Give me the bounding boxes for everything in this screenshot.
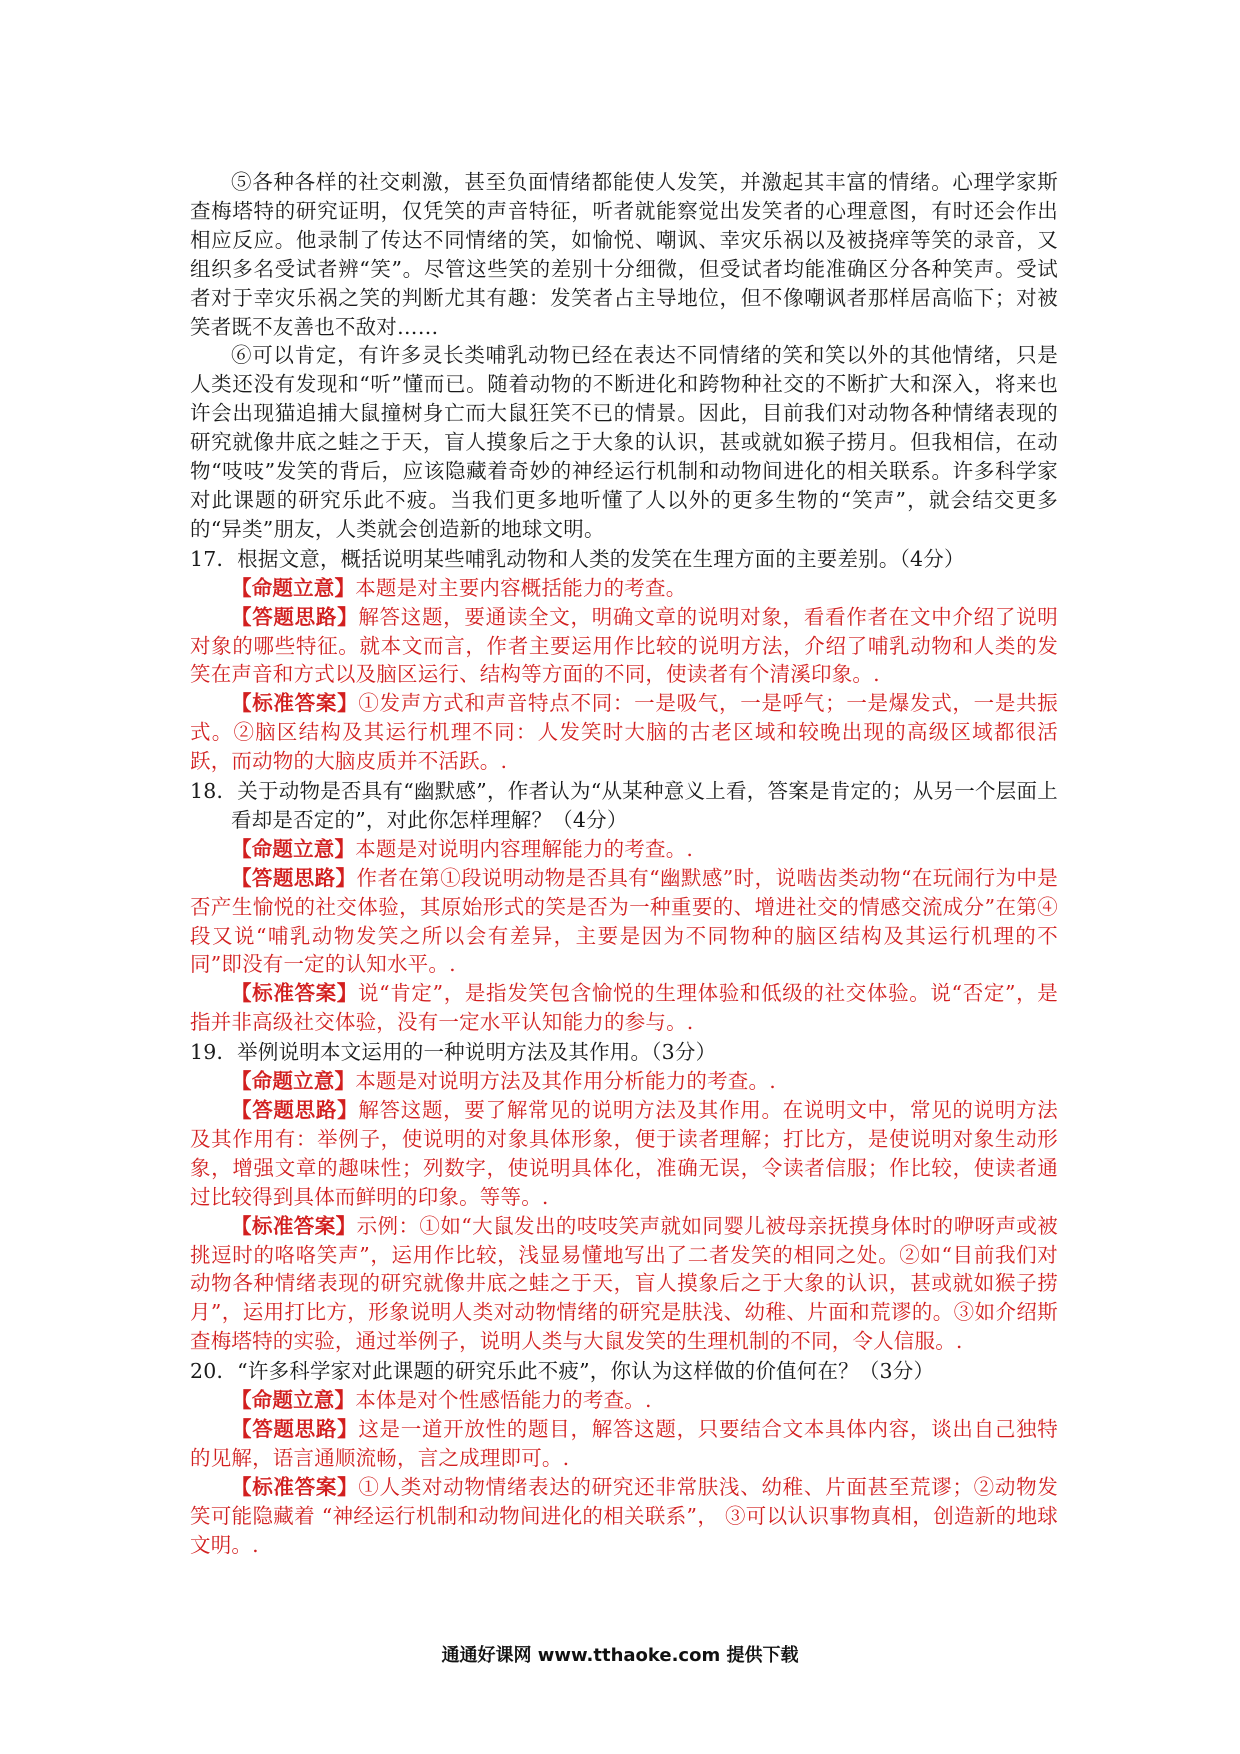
question-20-stem: 20．“许多科学家对此课题的研究乐此不疲”，你认为这样做的价值何在？（3分） (190, 1359, 935, 1384)
question-18-answer (190, 979, 1058, 1037)
question-17-stem: 17．根据文意，概括说明某些哺乳动物和人类的发笑在生理方面的主要差别。（4分） (190, 546, 965, 571)
question-17-answer (190, 689, 1058, 776)
answer-label: 【标准答案】 (231, 981, 358, 1006)
question-17-approach (190, 603, 1058, 690)
question-18-approach (190, 864, 1058, 980)
intent-label: 【命题立意】 (231, 1388, 356, 1413)
approach-text: 这是一道开放性的题目，解答这题，只要结合文本具体内容，谈出自己独特的见解，语言通顺流畅，言之成理即可。. (190, 1416, 1058, 1470)
intent-label: 【命题立意】 (231, 1069, 356, 1094)
question-19-intent (190, 1067, 1058, 1096)
approach-text: 解答这题，要通读全文，明确文章的说明对象，看看作者在文中介绍了说明对象的哪些特征。就本文而言，作者主要运用作比较的说明方法，介绍了哺乳动物和人类的发笑在声音和方式以及脑区运行、结构等方面的不同，使读者有个清溪印象。. (190, 604, 1058, 687)
approach-label: 【答题思路】 (231, 865, 357, 890)
answer-label: 【标准答案】 (231, 691, 359, 716)
question-20-approach (190, 1415, 1058, 1473)
answer-text: ①发声方式和声音特点不同：一是吸气，一是呼气；一是爆发式，一是共振式。②脑区结构及其运行机理不同：人发笑时大脑的古老区域和较晚出现的高级区域都很活跃，而动物的大脑皮质并不活跃。. (190, 691, 1058, 774)
approach-label: 【答题思路】 (231, 1416, 359, 1441)
question-20-answer (190, 1473, 1058, 1560)
question-19-answer (190, 1212, 1058, 1357)
approach-text: 作者在第①段说明动物是否具有“幽默感”时，说啮齿类动物“在玩闹行为中是否产生愉悦的社交体验，其原始形式的笑是否为一种重要的、增进社交的情感交流成分”在第④段又说“哺乳动物发笑之所以会有差异，主要是因为不同物种的脑区结构及其运行机理的不同”即没有一定的认知水平。. (190, 865, 1058, 977)
intent-label: 【命题立意】 (231, 836, 356, 861)
approach-label: 【答题思路】 (231, 1098, 359, 1122)
answer-label: 【标准答案】 (231, 1213, 357, 1238)
document-body (190, 168, 1058, 1560)
question-20-intent (190, 1386, 1058, 1415)
intent-text: 本体是对个性感悟能力的考查。. (355, 1388, 652, 1413)
intent-text: 本题是对主要内容概括能力的考查。 (355, 575, 687, 600)
intent-text: 本题是对说明方法及其作用分析能力的考查。. (355, 1069, 776, 1094)
page-footer: 通通好课网 www.tthaoke.com 提供下载 (441, 1645, 799, 1666)
question-18-stem: 18．关于动物是否具有“幽默感”，作者认为“从某种意义上看，答案是肯定的；从另一个层面上看却是否定的”，对此你怎样理解？（4分） (190, 779, 1058, 832)
passage-paragraph-6: ⑥可以肯定，有许多灵长类哺乳动物已经在表达不同情绪的笑和笑以外的其他情绪，只是人类还没有发现和“听”懂而已。随着动物的不断进化和跨物种社交的不断扩大和深入，将来也许会出现猫追捕大鼠撞树身亡而大鼠狂笑不已的情景。因此，目前我们对动物各种情绪表现的研究就像井底之蛙之于天，盲人摸象后之于大象的认识，甚或就如猴子捞月。但我相信，在动物“吱吱”发笑的背后，应该隐藏着奇妙的神经运行机制和动物间进化的相关联系。许多科学家对此课题的研究乐此不疲。当我们更多地听懂了人以外的更多生物的“笑声”，就会结交更多的“异类”朋友，人类就会创造新的地球文明。 (190, 343, 1058, 541)
answer-text: 说“肯定”，是指发笑包含愉悦的生理体验和低级的社交体验。说“否定”，是指并非高级社交体验，没有一定水平认知能力的参与。. (190, 981, 1059, 1035)
question-19-approach (190, 1096, 1058, 1212)
approach-text: 解答这题，要了解常见的说明方法及其作用。在说明文中，常见的说明方法及其作用有：举例子，使说明的对象具体形象，便于读者理解；打比方，是使说明对象生动形象，增强文章的趣味性；列数字，使说明具体化，准确无误，令读者信服；作比较，使读者通过比较得到具体而鲜明的印象。等等。. (190, 1098, 1058, 1209)
passage-paragraph-5: ⑤各种各样的社交刺激，甚至负面情绪都能使人发笑，并激起其丰富的情绪。心理学家斯查梅塔特的研究证明，仅凭笑的声音特征，听者就能察觉出发笑者的心理意图，有时还会作出相应反应。他录制了传达不同情绪的笑，如愉悦、嘲讽、幸灾乐祸以及被挠痒等笑的录音，又组织多名受试者辨“笑”。尽管这些笑的差别十分细微，但受试者均能准确区分各种笑声。受试者对于幸灾乐祸之笑的判断尤其有趣：发笑者占主导地位，但不像嘲讽者那样居高临下；对被笑者既不友善也不敌对…… (190, 170, 1058, 339)
answer-label: 【标准答案】 (231, 1474, 359, 1499)
answer-text: 示例：①如“大鼠发出的吱吱笑声就如同婴儿被母亲抚摸身体时的咿呀声或被挑逗时的咯咯笑声”，运用作比较，浅显易懂地写出了二者发笑的相同之处。②如“目前我们对动物各种情绪表现的研究就像井底之蛙之于天，盲人摸象后之于大象的认识，甚或就如猴子捞月”，运用打比方，形象说明人类对动物情绪的研究是肤浅、幼稚、片面和荒谬的。③如介绍斯查梅塔特的实验，通过举例子，说明人类与大鼠发笑的生理机制的不同，令人信服。. (190, 1213, 1059, 1354)
approach-label: 【答题思路】 (231, 604, 359, 629)
question-19-stem: 19．举例说明本文运用的一种说明方法及其作用。（3分） (190, 1040, 717, 1065)
intent-label: 【命题立意】 (231, 575, 356, 600)
intent-text: 本题是对说明内容理解能力的考查。. (355, 836, 694, 861)
question-17-intent (190, 574, 1058, 603)
answer-text: ①人类对动物情绪表达的研究还非常肤浅、幼稚、片面甚至荒谬；②动物发笑可能隐藏着 “神经运行机制和动物间进化的相关联系”， ③可以认识事物真相，创造新的地球文明。. (190, 1474, 1058, 1557)
question-18-intent (190, 835, 1058, 864)
